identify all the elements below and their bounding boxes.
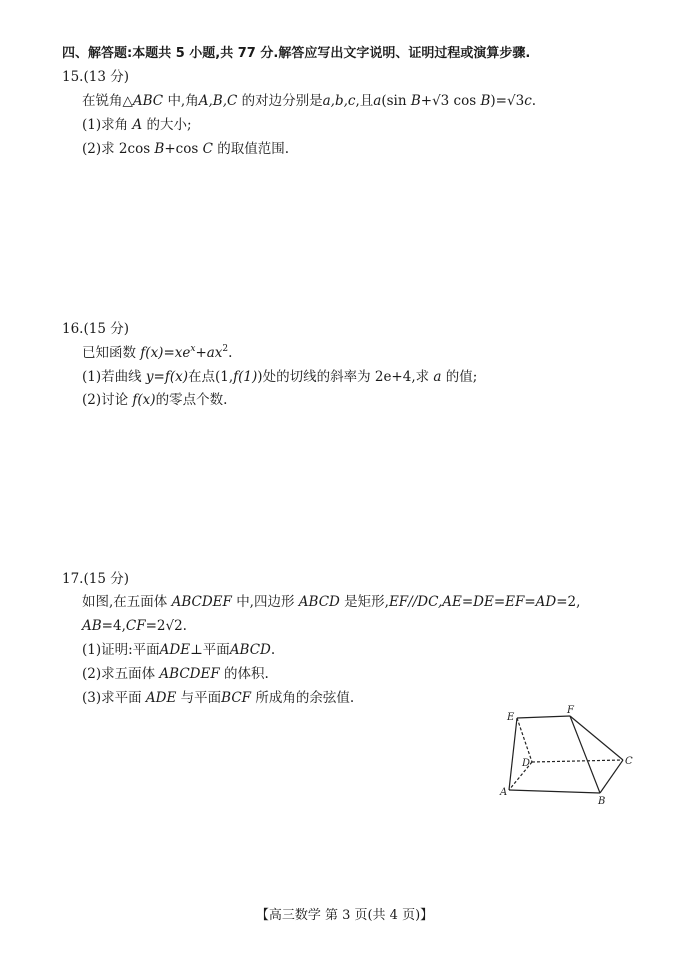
edge-AB	[509, 790, 600, 793]
page-footer: 【高三数学 第 3 页(共 4 页)】	[255, 908, 434, 923]
problem-16-header: 16.(15 分)	[62, 321, 129, 337]
problem-15-part-2: (2)求 2cos B+cos C 的取值范围.	[82, 141, 290, 157]
edge-BC	[600, 760, 623, 793]
problem-15-statement: 在锐角△ABC 中,角A,B,C 的对边分别是a,b,c,且a(sin B+√3 cos B)=√3c.	[82, 93, 537, 109]
problem-16-part-2: (2)讨论 f(x)的零点个数.	[82, 392, 228, 408]
problem-15-part-1: (1)求角 A 的大小;	[82, 117, 192, 133]
label-F: F	[567, 705, 574, 716]
problem-17-statement-line-1: 如图,在五面体 ABCDEF 中,四边形 ABCD 是矩形,EF//DC,AE=DE=EF=AD=2,	[82, 594, 581, 610]
problem-17-part-1: (1)证明:平面ADE⊥平面ABCD.	[82, 642, 276, 658]
edge-EA	[509, 718, 517, 790]
problem-16-statement: 已知函数 $f(x)=xe^x+ax^2$.	[82, 344, 233, 361]
problem-17-part-2: (2)求五面体 ABCDEF 的体积.	[82, 666, 269, 682]
edge-EF	[517, 716, 570, 718]
label-D: D	[522, 758, 531, 769]
edge-DC	[532, 760, 623, 762]
problem-17-header: 17.(15 分)	[62, 571, 129, 587]
label-C: C	[625, 756, 633, 767]
label-E: E	[507, 712, 515, 723]
problem-15-header: 15.(13 分)	[62, 69, 129, 85]
problem-16-part-1: (1)若曲线 y=f(x)在点(1,f(1))处的切线的斜率为 2e+4,求 a 的值;	[82, 369, 478, 385]
problem-17-part-3: (3)求平面 ADE 与平面BCF 所成角的余弦值.	[82, 690, 355, 706]
pentahedron-figure	[495, 700, 645, 810]
label-A: A	[500, 787, 508, 798]
label-B: B	[598, 796, 606, 807]
edge-FB	[570, 716, 600, 793]
problem-17-statement-line-2: AB=4,CF=2√2.	[82, 618, 187, 634]
edge-ED	[517, 718, 532, 762]
section-heading: 四、解答题:本题共 5 小题,共 77 分.解答应写出文字说明、证明过程或演算步骤.	[62, 46, 531, 61]
